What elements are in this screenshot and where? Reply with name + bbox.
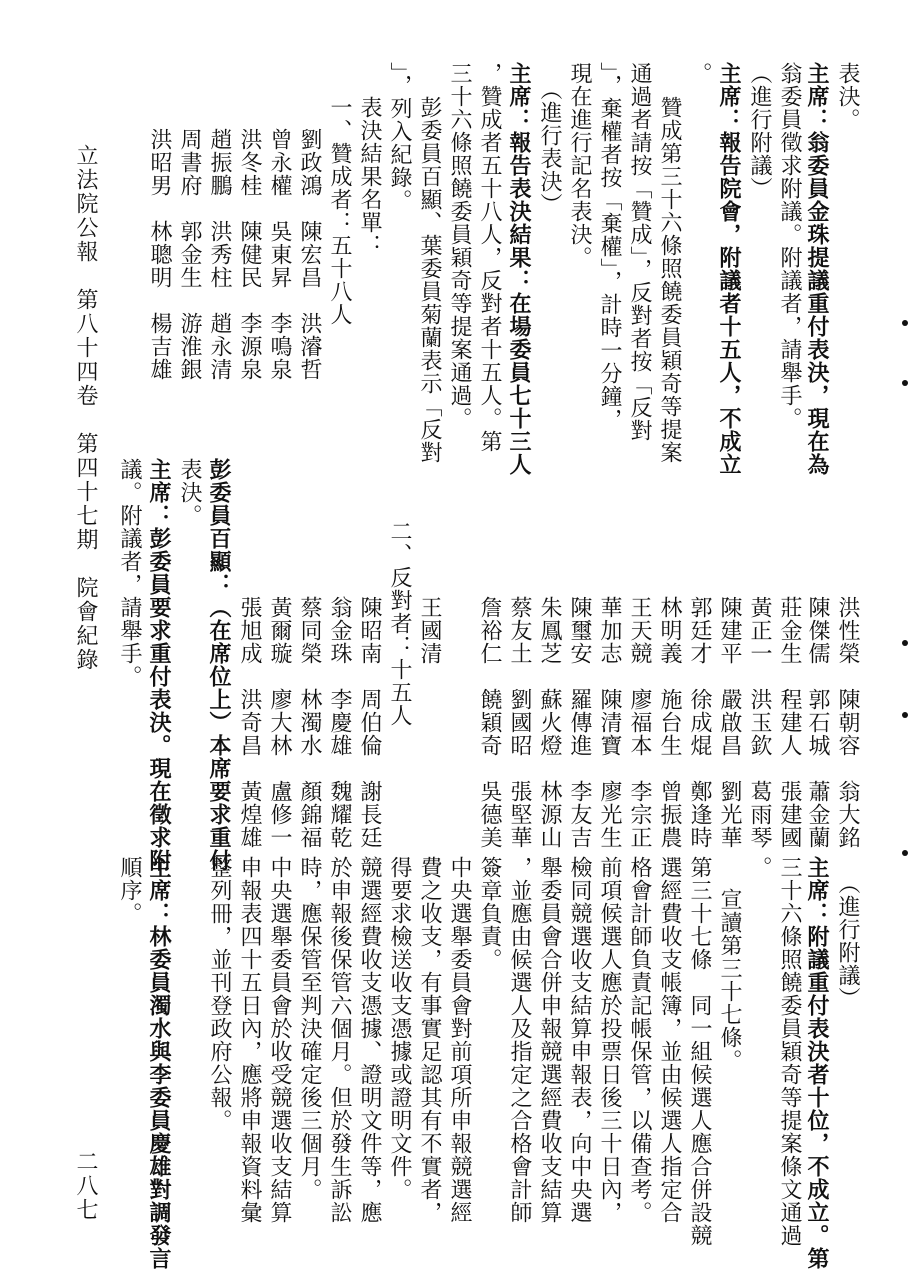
text-line: 主席：翁委員金珠提議重付表決，現在為 (804, 62, 830, 476)
text-line: 劉政鴻 陳宏昌 洪濬哲 (297, 128, 322, 381)
text-line: 。 (687, 62, 712, 85)
text-line: 簽章負責。 (477, 856, 502, 971)
text-line: 二、反對者：十五人 (387, 520, 412, 727)
text-line: 宣讀第三十七條。 (717, 888, 742, 1072)
text-line: 主席：林委員濁水與李委員慶雄對調發言 (146, 856, 172, 1270)
text-line: 黃爾璇 廖大林 盧修一 (267, 596, 292, 849)
text-line: 翁金珠 李慶雄 魏耀乾 (327, 596, 352, 849)
text-line: 主席：報告表決結果：在場委員七十三人 (506, 62, 532, 476)
text-line: 陳璽安 羅傳進 李友吉 (567, 596, 592, 849)
text-line: 檢同競選收支結算申報表，向中央選 (567, 856, 592, 1224)
text-line: 舉委員會合併申報競選經費收支結算 (537, 856, 562, 1224)
text-line: 費之收支，有事實足認其有不實者， (417, 856, 442, 1224)
text-line: 洪冬桂 陳健民 李源泉 (237, 128, 262, 381)
text-line: 中央選舉委員會對前項所申報競選經 (447, 856, 472, 1224)
text-line: 三十六條照饒委員穎奇等提案條文通過 (777, 856, 802, 1247)
text-line: 陳昭南 周伯倫 謝長廷 (357, 596, 382, 849)
page-number: 二八七 (73, 1150, 98, 1222)
text-line: 朱鳳芝 蘇火燈 林源山 (537, 596, 562, 849)
text-line: 詹裕仁 饒穎奇 吳德美 (477, 596, 502, 849)
text-line: 通過者請按「贊成」，反對者按「反對 (627, 62, 652, 442)
text-line: 華加志 陳清寶 廖光生 (597, 596, 622, 849)
text-line: 競選經費收支憑據、證明文件等，應 (357, 856, 382, 1224)
text-line: 時，應保管至判決確定後三個月。 (297, 856, 322, 1201)
text-line: 趙振鵬 洪秀柱 趙永清 (207, 128, 232, 381)
text-line: 一、贊成者：五十八人 (327, 96, 352, 326)
text-line: （進行附議） (835, 872, 860, 1010)
text-line: 林明義 施台生 曾振農 (657, 596, 682, 849)
text-line: 蔡友土 劉國昭 張堅華 (507, 596, 532, 849)
text-line: （進行附議） (747, 62, 772, 200)
text-line: 表決。 (835, 62, 860, 131)
text-line: 陳傑儒 郭石城 蕭金蘭 (805, 596, 830, 849)
scan-mark (902, 320, 908, 326)
text-line: 格會計師負責記帳保管，以備查考。 (627, 856, 652, 1224)
text-line: ，並應由候選人及指定之合格會計師 (507, 856, 532, 1224)
text-line: 洪性榮 陳朝容 翁大銘 (835, 596, 860, 849)
text-line: 主席：彭委員要求重付表決。現在徵求附 (146, 458, 172, 872)
text-line: 周書府 郭金生 游淮銀 (177, 128, 202, 381)
text-line: 三十六條照饒委員穎奇等提案通過。 (447, 62, 472, 430)
text-line: 表決。 (177, 458, 202, 527)
text-line: 主席：報告院會，附議者十五人，不成立 (716, 62, 742, 476)
text-line: 選經費收支帳簿，並由候選人指定合 (657, 856, 682, 1224)
text-line: 陳建平 嚴啟昌 劉光華 (717, 596, 742, 849)
text-line: 王天競 廖福本 李宗正 (627, 596, 652, 849)
text-line: 順序。 (117, 856, 142, 925)
text-line: ，贊成者五十八人，反對者十五人。第 (477, 62, 502, 453)
scan-mark (902, 712, 908, 718)
text-line: 表決結果名單： (357, 96, 382, 257)
text-line: 黃正一 洪玉欽 葛雨琴 (747, 596, 772, 849)
text-line: 於申報後保管六個月。但於發生訴訟 (327, 856, 352, 1224)
text-line: 莊金生 程建人 張建國 (777, 596, 802, 849)
text-line: 洪昭男 林聰明 楊吉雄 (147, 128, 172, 381)
text-line: （進行表決） (537, 78, 562, 216)
text-line: 」，棄權者按「棄權」，計時一分鐘， (597, 62, 622, 431)
scan-mark (902, 850, 908, 856)
text-line: 整列冊，並刊登政府公報。 (207, 856, 232, 1132)
text-line: 。 (747, 856, 772, 879)
text-line: 現在進行記名表決。 (567, 62, 592, 269)
text-line: 翁委員徵求附議。附議者，請舉手。 (777, 62, 802, 430)
page-footer: 立法院公報 第八十四卷 第四十七期 院會紀錄 (73, 144, 98, 672)
text-line: 得要求檢送收支憑據或證明文件。 (387, 856, 412, 1201)
text-line: 曾永權 吳東昇 李鳴泉 (267, 128, 292, 381)
text-line: 議。附議者，請舉手。 (117, 458, 142, 688)
text-line: 第三十七條 同一組候選人應合併設競 (687, 856, 712, 1247)
text-line: 贊成第三十六條照饒委員穎奇等提案 (657, 96, 682, 464)
text-line: 郭廷才 徐成焜 鄭逢時 (687, 596, 712, 849)
text-line: 前項候選人應於投票日後三十日內， (597, 856, 622, 1224)
text-line: 主席：附議重付表決者十位，不成立。第 (804, 856, 830, 1270)
text-line: 中央選舉委員會於收受競選收支結算 (267, 856, 292, 1224)
text-line: 」，列入紀錄。 (387, 62, 412, 212)
scan-mark (902, 640, 908, 646)
text-line: 申報表四十五日內，應將申報資料彙 (237, 856, 262, 1224)
text-line: 彭委員百顯、葉委員菊蘭表示「反對 (417, 96, 442, 464)
text-line: 王國清 (417, 596, 442, 665)
scan-mark (902, 380, 908, 386)
text-line: 彭委員百顯：（在席位上）本席要求重付 (206, 458, 232, 872)
text-line: 張旭成 洪奇昌 黃煌雄 (237, 596, 262, 849)
text-line: 蔡同榮 林濁水 顏錦福 (297, 596, 322, 849)
